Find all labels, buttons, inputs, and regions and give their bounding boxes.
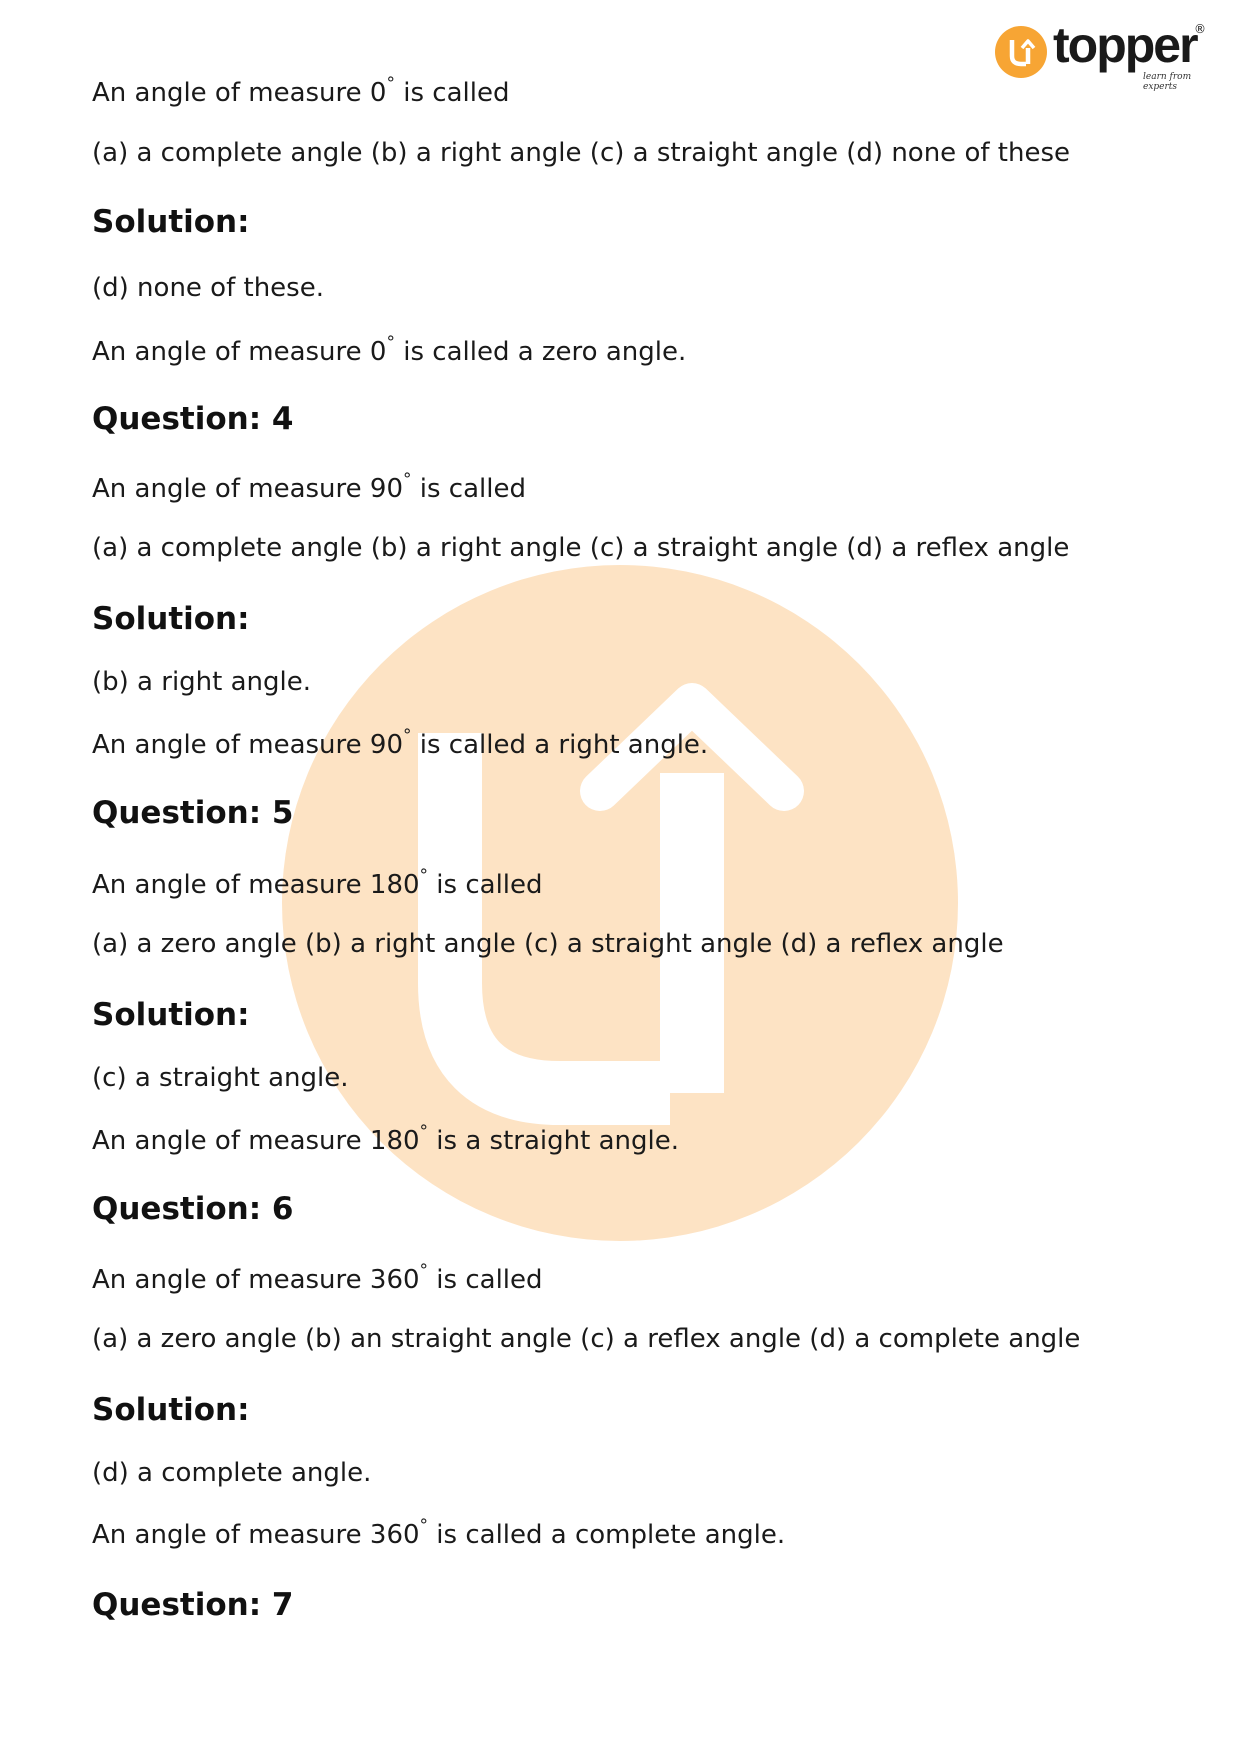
degree-symbol: °	[419, 1261, 429, 1281]
q3-stem: An angle of measure 0° is called	[92, 74, 510, 108]
registered-mark: ®	[1194, 22, 1206, 36]
q4-answer: (b) a right angle.	[92, 667, 312, 697]
q3-solution-heading: Solution:	[92, 204, 250, 240]
degree-symbol: °	[386, 333, 395, 353]
q3-options: (a) a complete angle (b) a right angle (c) a straight angle (d) none of these	[92, 138, 1070, 168]
q5-stem: An angle of measure 180° is called	[92, 866, 543, 900]
q6-solution-heading: Solution:	[92, 1392, 250, 1428]
degree-symbol: °	[403, 726, 412, 746]
q5-explanation: An angle of measure 180° is a straight angle.	[92, 1122, 679, 1156]
q5-heading: Question: 5	[92, 795, 294, 831]
q6-heading: Question: 6	[92, 1191, 294, 1227]
brand-name: topper	[1053, 17, 1197, 73]
q5-solution-heading: Solution:	[92, 997, 250, 1033]
q4-explanation: An angle of measure 90° is called a right angle.	[92, 726, 709, 760]
q4-options: (a) a complete angle (b) a right angle (c) a straight angle (d) a reflex angle	[92, 533, 1070, 563]
q5-options: (a) a zero angle (b) a right angle (c) a straight angle (d) a reflex angle	[92, 929, 1004, 959]
q4-stem: An angle of measure 90° is called	[92, 470, 526, 504]
degree-symbol: °	[403, 470, 412, 490]
degree-symbol: °	[419, 866, 429, 886]
q6-stem: An angle of measure 360° is called	[92, 1261, 543, 1295]
q4-heading: Question: 4	[92, 401, 294, 437]
q6-answer: (d) a complete angle.	[92, 1458, 372, 1488]
degree-symbol: °	[419, 1122, 429, 1142]
q3-answer: (d) none of these.	[92, 273, 324, 303]
q5-answer: (c) a straight angle.	[92, 1063, 349, 1093]
q7-heading: Question: 7	[92, 1587, 294, 1623]
q6-options: (a) a zero angle (b) an straight angle (c) a reflex angle (d) a complete angle	[92, 1324, 1081, 1354]
brand-logo	[995, 17, 1215, 92]
degree-symbol: °	[419, 1516, 429, 1536]
brand-tagline: learn from experts	[1143, 72, 1192, 92]
logo-mark-icon	[995, 26, 1047, 78]
q6-explanation: An angle of measure 360° is called a complete angle.	[92, 1516, 786, 1550]
q4-solution-heading: Solution:	[92, 601, 250, 637]
q3-explanation: An angle of measure 0° is called a zero angle.	[92, 333, 687, 367]
degree-symbol: °	[386, 74, 395, 94]
